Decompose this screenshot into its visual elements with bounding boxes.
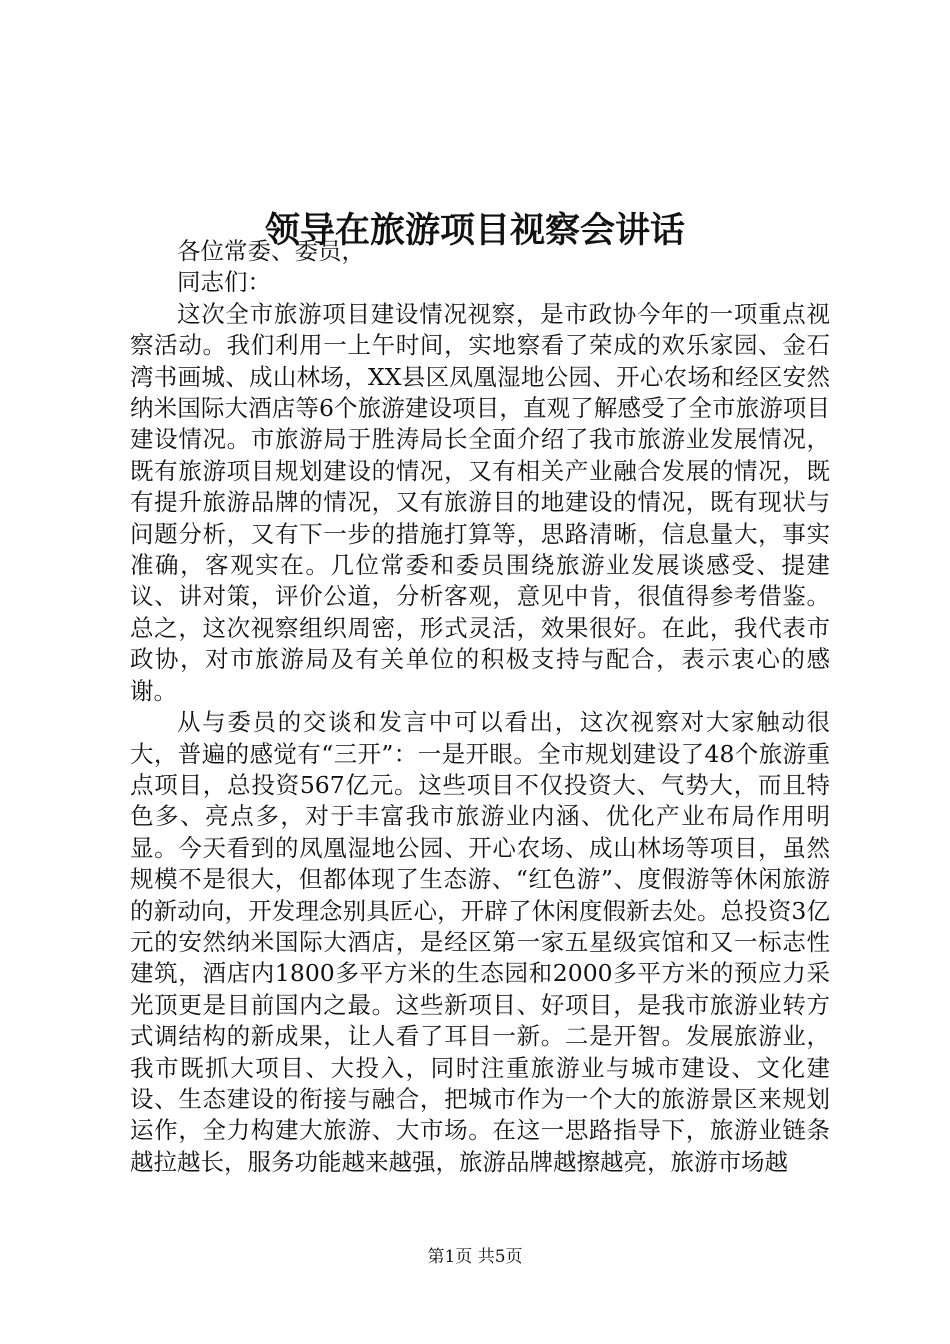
salutation-line-1: 各位常委、委员， bbox=[177, 237, 365, 265]
document-title: 领导在旅游项目视察会讲话 bbox=[264, 210, 685, 252]
salutation-line-2: 同志们： bbox=[177, 268, 271, 297]
body-paragraph-1: 这次全市旅游项目建设情况视察，是市政协今年的一项重点视察活动。我们利用一上午时间，实地察看了荣成的欢乐家园、金石湾书画城、成山林场，XX县区凤凰湿地公园、开心农场和经区安然纳米国际大酒店等6个旅游建设项目，直观了解感受了全市旅游项目建设情况。市旅游局于胜涛局长全面介绍了我市旅游业发展情况，既有旅游项目规划建设的情况，又有相关产业融合发展的情况，既有提升旅游品牌的情况，又有旅游目的地建设的情况，既有现状与问题分析，又有下一步的措施打算等，思路清晰，信息量大，事实准确，客观实在。几位常委和委员围绕旅游业发展谈感受、提建议、讲对策，评价公道，分析客观，意见中肯，很值得参考借鉴。总之，这次视察组织周密，形式灵活，效果很好。在此，我代表市政协，对市旅游局及有关单位的积极支持与配合，表示衷心的感谢。 bbox=[130, 299, 830, 705]
document-body bbox=[130, 236, 830, 1178]
body-paragraph-2: 从与委员的交谈和发言中可以看出，这次视察对大家触动很大，普遍的感觉有“三开”：一是开眼。全市规划建设了48个旅游重点项目，总投资567亿元。这些项目不仅投资大、气势大，而且特色多、亮点多，对于丰富我市旅游业内涵、优化产业布局作用明显。今天看到的凤凰湿地公园、开心农场、成山林场等项目，虽然规模不是很大，但都体现了生态游、“红色游”、度假游等休闲旅游的新动向，开发理念别具匠心，开辟了休闲度假新去处。总投资3亿元的安然纳米国际大酒店，是经区第一家五星级宾馆和又一标志性建筑，酒店内1800多平方米的生态园和2000多平方米的预应力采光顶更是目前国内之最。这些新项目、好项目，是我市旅游业转方式调结构的新成果，让人看了耳目一新。二是开智。发展旅游业，我市既抓大项目、大投入，同时注重旅游业与城市建设、文化建设、生态建设的衔接与融合，把城市作为一个大的旅游景区来规划运作，全力构建大旅游、大市场。在这一思路指导下，旅游业链条越拉越长，服务功能越来越强，旅游品牌越擦越亮，旅游市场越 bbox=[130, 708, 830, 1176]
page-number-footer: 第1页 共5页 bbox=[427, 1247, 523, 1267]
